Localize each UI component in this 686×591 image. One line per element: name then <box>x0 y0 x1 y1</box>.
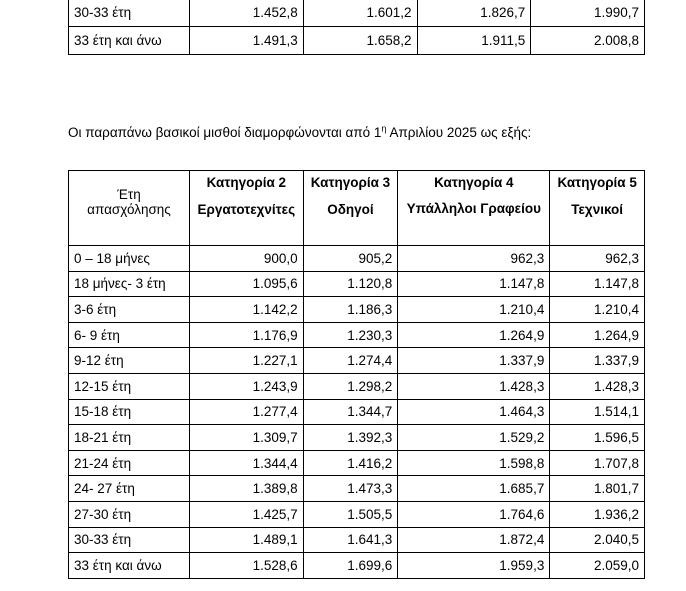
salary-table-body <box>69 246 645 579</box>
salary-row-label: 18-21 έτη <box>69 425 190 451</box>
header-years-line1: Έτη <box>117 187 141 202</box>
previous-salary-row <box>69 0 645 27</box>
header-category-2-title: Κατηγορία 2 <box>206 175 287 190</box>
salary-cell-category-2: 1.389,8 <box>190 476 304 502</box>
salary-cell-category-4: 1.337,9 <box>398 348 550 374</box>
salary-row-label: 33 έτη και άνω <box>69 553 190 579</box>
salary-cell-category-2: 1.227,1 <box>190 348 304 374</box>
salary-cell-category-3: 1.473,3 <box>303 476 398 502</box>
salary-cell-category-4: 1.872,4 <box>398 527 550 553</box>
salary-cell-category-5: 962,3 <box>550 246 645 272</box>
salary-cell-category-2: 1.277,4 <box>190 399 304 425</box>
salary-cell-category-3: 905,2 <box>303 246 398 272</box>
salary-cell-category-2: 1.095,6 <box>190 271 304 297</box>
salary-cell-category-5: 1.210,4 <box>550 297 645 323</box>
salary-row-label: 21-24 έτη <box>69 450 190 476</box>
salary-row-label: 3-6 έτη <box>69 297 190 323</box>
intro-text-after: Απριλίου 2025 ως εξής: <box>386 125 532 140</box>
previous-salary-cell-category-3: 1.601,2 <box>303 0 417 27</box>
intro-paragraph <box>68 125 531 140</box>
salary-row-label: 30-33 έτη <box>69 527 190 553</box>
salary-row <box>69 348 645 374</box>
salary-cell-category-3: 1.120,8 <box>303 271 398 297</box>
salary-cell-category-3: 1.274,4 <box>303 348 398 374</box>
header-years-line2: απασχόλησης <box>87 202 171 217</box>
salary-cell-category-3: 1.699,6 <box>303 553 398 579</box>
salary-row-label: 18 μήνες- 3 έτη <box>69 271 190 297</box>
salary-cell-category-2: 1.176,9 <box>190 322 304 348</box>
salary-cell-category-2: 1.142,2 <box>190 297 304 323</box>
header-category-5 <box>550 171 645 246</box>
salary-cell-category-5: 1.337,9 <box>550 348 645 374</box>
salary-row <box>69 553 645 579</box>
salary-cell-category-4: 1.598,8 <box>398 450 550 476</box>
salary-cell-category-5: 1.264,9 <box>550 322 645 348</box>
previous-salary-cell-category-4: 1.826,7 <box>417 0 531 27</box>
salary-cell-category-2: 1.425,7 <box>190 501 304 527</box>
previous-salary-cell-category-5: 2.008,8 <box>531 27 645 55</box>
header-category-2-subtitle: Εργατοτεχνίτες <box>197 202 296 217</box>
salary-row <box>69 450 645 476</box>
salary-row <box>69 527 645 553</box>
salary-row <box>69 297 645 323</box>
salary-row-label: 27-30 έτη <box>69 501 190 527</box>
salary-cell-category-4: 1.529,2 <box>398 425 550 451</box>
salary-row-label: 9-12 έτη <box>69 348 190 374</box>
salary-cell-category-3: 1.230,3 <box>303 322 398 348</box>
header-years-of-employment <box>69 171 190 246</box>
salary-cell-category-4: 1.428,3 <box>398 373 550 399</box>
salary-cell-category-5: 1.936,2 <box>550 501 645 527</box>
salary-cell-category-2: 1.528,6 <box>190 553 304 579</box>
salary-cell-category-5: 2.059,0 <box>550 553 645 579</box>
salary-cell-category-5: 1.596,5 <box>550 425 645 451</box>
header-category-5-subtitle: Τεχνικοί <box>571 202 624 217</box>
salary-row <box>69 425 645 451</box>
salary-row <box>69 373 645 399</box>
salary-cell-category-4: 1.264,9 <box>398 322 550 348</box>
previous-salary-row-label: 30-33 έτη <box>69 0 190 27</box>
previous-salary-row <box>69 27 645 55</box>
salary-cell-category-2: 1.309,7 <box>190 425 304 451</box>
salary-cell-category-5: 2.040,5 <box>550 527 645 553</box>
previous-salary-table-body <box>69 0 645 55</box>
salary-cell-category-4: 1.147,8 <box>398 271 550 297</box>
salary-cell-category-4: 1.464,3 <box>398 399 550 425</box>
previous-salary-cell-category-3: 1.658,2 <box>303 27 417 55</box>
salary-cell-category-5: 1.147,8 <box>550 271 645 297</box>
previous-salary-cell-category-5: 1.990,7 <box>531 0 645 27</box>
previous-salary-cell-category-2: 1.452,8 <box>190 0 304 27</box>
salary-row <box>69 322 645 348</box>
salary-row <box>69 271 645 297</box>
salary-row-label: 12-15 έτη <box>69 373 190 399</box>
salary-row-label: 24- 27 έτη <box>69 476 190 502</box>
salary-table-header-row <box>69 171 645 246</box>
salary-cell-category-2: 1.243,9 <box>190 373 304 399</box>
salary-cell-category-2: 1.489,1 <box>190 527 304 553</box>
salary-cell-category-5: 1.428,3 <box>550 373 645 399</box>
salary-cell-category-5: 1.801,7 <box>550 476 645 502</box>
header-category-2 <box>190 171 304 246</box>
salary-cell-category-5: 1.514,1 <box>550 399 645 425</box>
header-category-3-subtitle: Οδηγοί <box>327 202 374 217</box>
salary-row <box>69 399 645 425</box>
intro-superscript: η <box>381 123 387 134</box>
salary-cell-category-4: 1.210,4 <box>398 297 550 323</box>
header-category-5-title: Κατηγορία 5 <box>557 175 637 190</box>
salary-cell-category-4: 1.959,3 <box>398 553 550 579</box>
salary-row-label: 0 – 18 μήνες <box>69 246 190 272</box>
salary-cell-category-3: 1.505,5 <box>303 501 398 527</box>
salary-row <box>69 501 645 527</box>
salary-cell-category-3: 1.344,7 <box>303 399 398 425</box>
salary-cell-category-3: 1.298,2 <box>303 373 398 399</box>
salary-cell-category-3: 1.416,2 <box>303 450 398 476</box>
salary-row-label: 15-18 έτη <box>69 399 190 425</box>
salary-row <box>69 476 645 502</box>
salary-cell-category-5: 1.707,8 <box>550 450 645 476</box>
salary-row <box>69 246 645 272</box>
header-category-4-subtitle: Υπάλληλοι Γραφείου <box>406 201 541 216</box>
salary-cell-category-3: 1.392,3 <box>303 425 398 451</box>
header-category-3 <box>303 171 398 246</box>
salary-row-label: 6- 9 έτη <box>69 322 190 348</box>
salary-table-april-2025 <box>68 170 645 579</box>
salary-cell-category-2: 900,0 <box>190 246 304 272</box>
salary-cell-category-4: 1.685,7 <box>398 476 550 502</box>
previous-salary-cell-category-4: 1.911,5 <box>417 27 531 55</box>
header-category-4-title: Κατηγορία 4 <box>434 175 514 190</box>
previous-salary-row-label: 33 έτη και άνω <box>69 27 190 55</box>
salary-cell-category-3: 1.641,3 <box>303 527 398 553</box>
header-category-3-title: Κατηγορία 3 <box>310 175 391 190</box>
intro-text-before: Οι παραπάνω βασικοί μισθοί διαμορφώνονται από 1 <box>68 125 382 140</box>
salary-cell-category-4: 962,3 <box>398 246 550 272</box>
salary-cell-category-3: 1.186,3 <box>303 297 398 323</box>
previous-salary-cell-category-2: 1.491,3 <box>190 27 304 55</box>
previous-salary-table <box>68 0 645 55</box>
salary-cell-category-2: 1.344,4 <box>190 450 304 476</box>
salary-cell-category-4: 1.764,6 <box>398 501 550 527</box>
header-category-4 <box>398 171 550 246</box>
